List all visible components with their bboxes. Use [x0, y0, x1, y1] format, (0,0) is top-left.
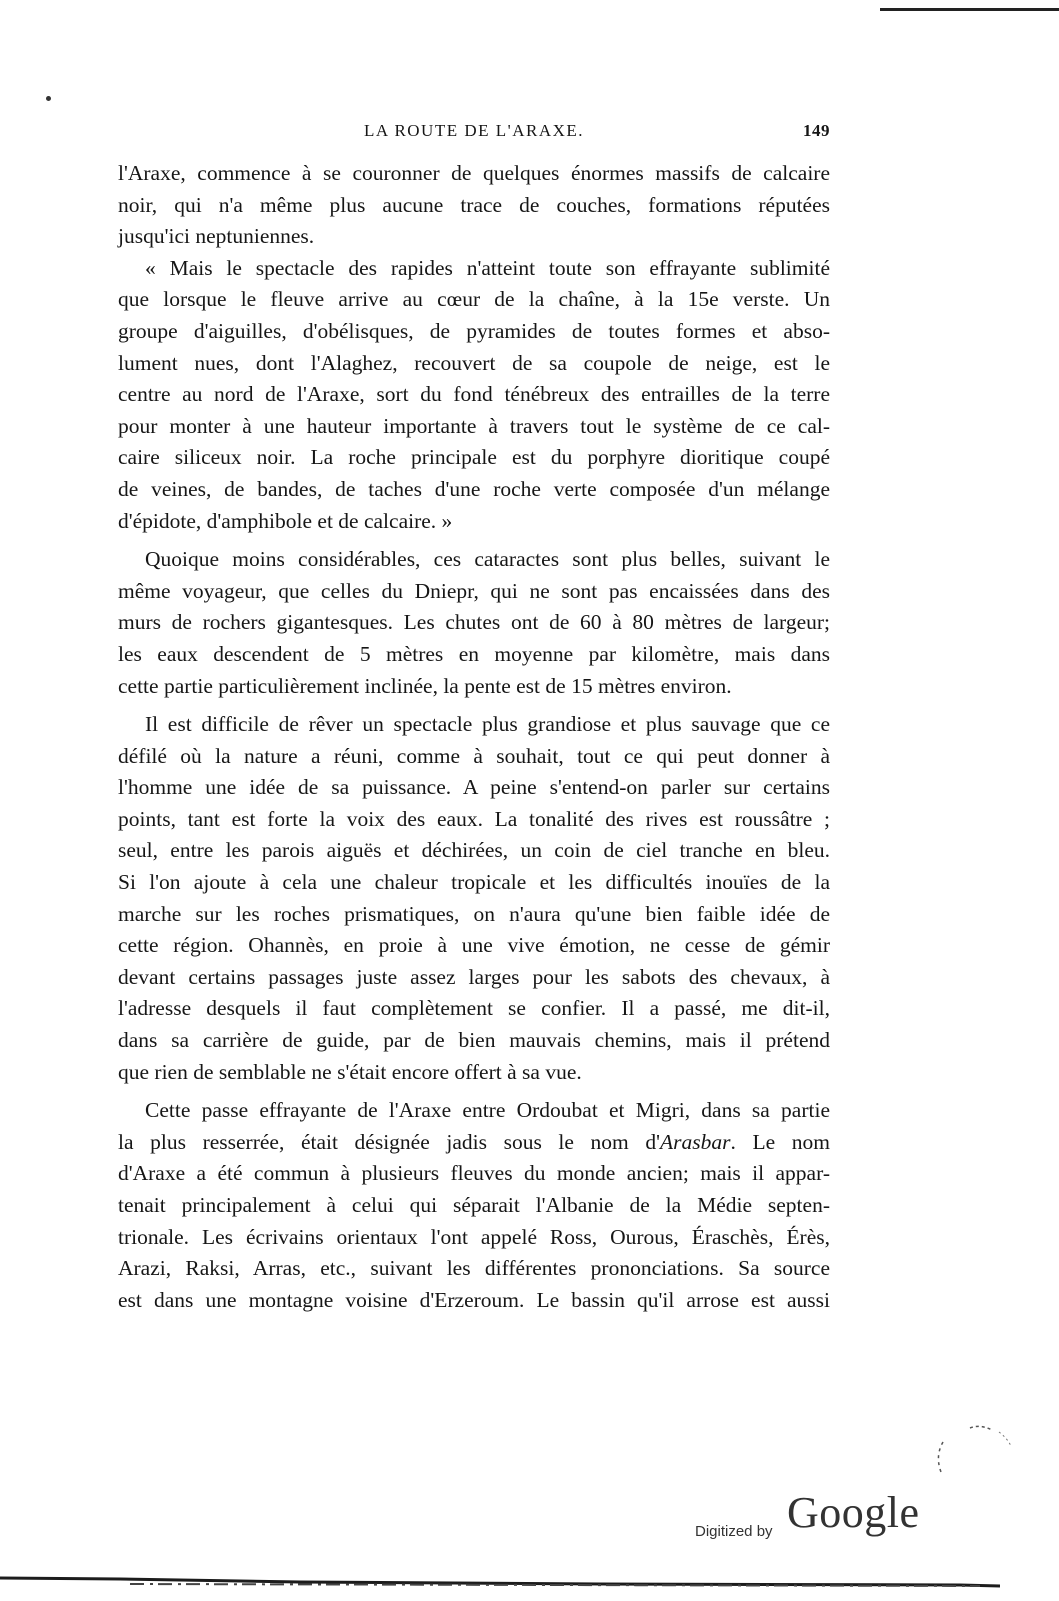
text-line: même voyageur, que celles du Dniepr, qui ne sont pas encaissées dans des [118, 578, 830, 603]
text-line: que lorsque le fleuve arrive au cœur de la chaîne, à la 15e verste. Un [118, 287, 830, 312]
text-line: pour monter à une hauteur importante à travers tout le système de ce cal- [118, 413, 830, 438]
text-line: dans sa carrière de guide, par de bien mauvais chemins, mais il prétend [118, 1028, 830, 1053]
text-line: « Mais le spectacle des rapides n'atteint toute son effrayante sublimité [145, 255, 830, 280]
text-line: Quoique moins considérables, ces cataractes sont plus belles, suivant le [145, 547, 830, 572]
page-number: 149 [803, 121, 830, 140]
text-line: seul, entre les parois aiguës et déchirées, un coin de ciel tranche en bleu. [118, 838, 830, 863]
text-line [118, 1127, 830, 1159]
italic-term: Arasbar [660, 1129, 731, 1154]
text-fragment: . Le nom [730, 1129, 830, 1154]
text-line: trionale. Les écrivains orientaux l'ont appelé Ross, Ourous, Éraschès, Érès, [118, 1224, 830, 1249]
text-line: d'épidote, d'amphibole et de calcaire. » [118, 508, 453, 533]
text-line: marche sur les roches prismatiques, on n'aura qu'une bien faible idée de [118, 901, 830, 926]
text-fragment: la plus resserrée, était désignée jadis sous le nom d' [118, 1129, 661, 1154]
text-line: l'homme une idée de sa puissance. A peine s'entend-on parler sur certains [118, 775, 830, 800]
scan-edge-bottom [0, 1575, 1000, 1589]
text-line: l'Araxe, commence à se couronner de quelques énormes massifs de calcaire [118, 161, 830, 185]
text-line: murs de rochers gigantesques. Les chutes ont de 60 à 80 mètres de largeur; [118, 610, 830, 635]
text-line: cette partie particulièrement inclinée, la pente est de 15 mètres environ. [118, 673, 732, 698]
text-line: Cette passe effrayante de l'Araxe entre Ordoubat et Migri, dans sa partie [145, 1098, 830, 1123]
body-text [118, 158, 830, 1316]
text-line: l'adresse desquels il faut complètement se confier. Il a passé, me dit-il, [118, 996, 830, 1021]
text-line: centre au nord de l'Araxe, sort du fond ténébreux des entrailles de la terre [118, 382, 830, 407]
text-line: de veines, de bandes, de taches d'une roche verte composée d'un mélange [118, 476, 830, 501]
scan-edge-top [880, 0, 1059, 6]
text-line: cette région. Ohannès, en proie à une vive émotion, ne cesse de gémir [118, 933, 830, 958]
text-line: les eaux descendent de 5 mètres en moyenne par kilomètre, mais dans [118, 641, 830, 666]
text-line: points, tant est forte la voix des eaux. La tonalité des rives est roussâtre ; [118, 806, 830, 831]
text-line: Il est difficile de rêver un spectacle plus grandiose et plus sauvage que ce [145, 712, 830, 737]
running-header [118, 121, 830, 147]
text-line: noir, qui n'a même plus aucune trace de couches, formations réputées [118, 192, 830, 217]
text-line: défilé où la nature a réuni, comme à souhait, tout ce qui peut donner à [118, 743, 830, 768]
scan-smudge [925, 1420, 1025, 1500]
text-line: tenait principalement à celui qui séparait l'Albanie de la Médie septen- [118, 1193, 830, 1217]
scan-speck [46, 96, 51, 101]
text-line: d'Araxe a été commun à plusieurs fleuves du monde ancien; mais il appar- [118, 1161, 830, 1186]
text-line: groupe d'aiguilles, d'obélisques, de pyramides de toutes formes et abso- [118, 318, 830, 343]
digitized-label: Digitized by [695, 1523, 773, 1540]
text-line: jusqu'ici neptuniennes. [118, 224, 315, 249]
text-line: Arazi, Raksi, Arras, etc., suivant les différentes prononciations. Sa source [118, 1256, 830, 1281]
google-watermark [695, 1487, 925, 1547]
text-line: devant certains passages juste assez larges pour les sabots des chevaux, à [118, 964, 830, 989]
text-line: que rien de semblable ne s'était encore offert à sa vue. [118, 1059, 582, 1084]
text-line: lument nues, dont l'Alaghez, recouvert de sa coupole de neige, est le [118, 350, 830, 375]
google-logo-text: Google [787, 1488, 920, 1537]
text-line: Si l'on ajoute à cela une chaleur tropicale et les difficultés inouïes de la [118, 870, 830, 895]
text-line: caire siliceux noir. La roche principale est du porphyre dioritique coupé [118, 445, 830, 470]
running-title: LA ROUTE DE L'ARAXE. [363, 121, 585, 140]
text-line: est dans une montagne voisine d'Erzeroum. Le bassin qu'il arrose est aussi [118, 1287, 830, 1312]
